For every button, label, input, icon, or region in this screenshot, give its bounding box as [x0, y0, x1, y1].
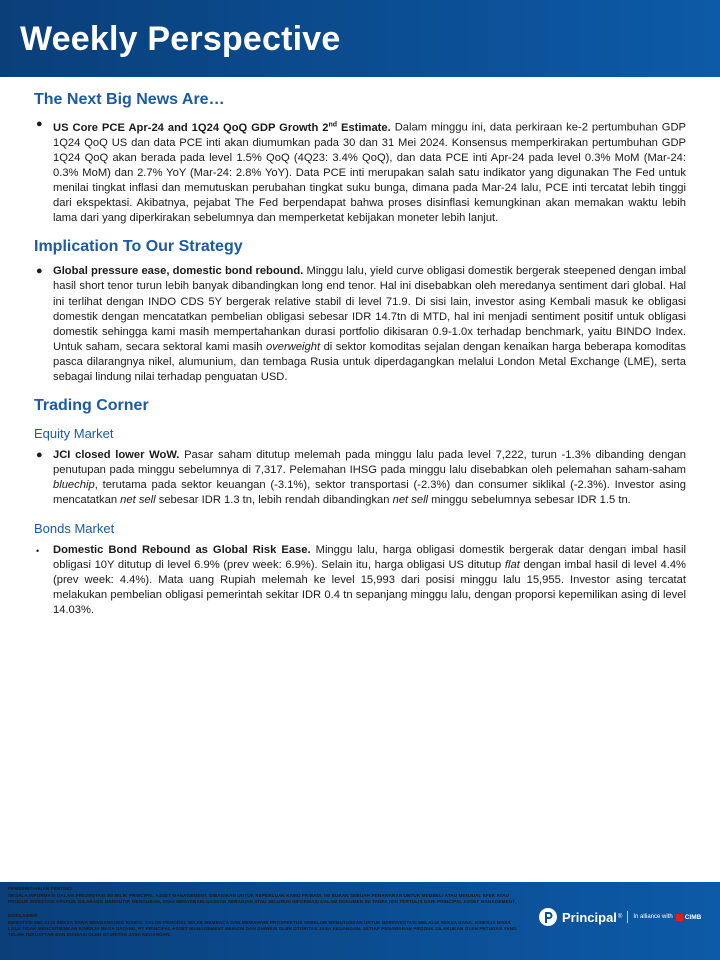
brand-name: Principal — [562, 909, 617, 925]
bullet-dot-icon: ● — [36, 449, 43, 462]
equity-body-2: , terutama pada sektor keuangan (-3.1%), sektor transportasi (-2.3%) dan consumer siklikal (-2.3%). Investor asing mencatatkan — [53, 479, 686, 507]
strategy-bullet-italic: overweight — [265, 340, 321, 353]
header-banner — [0, 0, 720, 77]
equity-italic-2: net sell — [120, 494, 156, 507]
strategy-bullet-body-2: di sektor komoditas sejalan dengan kenaikan harga beberapa komoditas pasca dilarangnya nikel, alumunium, dan tembaga Rusia untuk diperdagangkan melalui London Metal Exchange (LME), serta sebagai lindung nilai terhadap penguatan USD. — [53, 340, 686, 384]
equity-italic-1: bluechip — [53, 479, 95, 492]
section-title-trading: Trading Corner — [34, 397, 149, 415]
news-bullet — [34, 117, 686, 226]
equity-market-title: Equity Market — [34, 426, 114, 442]
equity-bullet — [34, 448, 686, 508]
disclaimer-body: INVESTASI MELALUI REKSA DANA MENGANDUNG RISIKO. CALON PEMODAL WAJIB MEMBACA DAN MEMAHAMI PROSPEKTUS SEBELUM MEMUTUSKAN UNTUK BERINVESTASI MELALUI REKSA DANA. KINERJA MASA LALU TIDAK MENCERMINKAN KINERJA MASA DATANG. PT PRINCIPAL ASSET MANAGEMENT BERIZIN DAN DIAWASI OLEH OTORITAS JASA KEUANGAN. SETIAP PENAWARAN PRODUK DILAKUKAN OLEH PETUGAS YANG TELAH TERDAFTAR DAN DIAWASI OLEH OTORITAS JASA KEUANGAN. — [8, 920, 517, 938]
news-bullet-lead-end: Estimate. — [337, 121, 391, 134]
notice-title: PEMBERITAHUAN PENTING — [8, 886, 72, 891]
bonds-body-2: dengan imbal hasil di level 4.4% (prev week: 4.4%). Mata uang Rupiah melemah ke level 15,993 dari posisi minggu lalu 15,955. Investor asing tercatat melakukan pembelian obligasi pemerintah sekitar IDR 0.4 tn sepanjang minggu lalu, dengan proporsi kepemilikan asing di level 14.03%. — [53, 558, 686, 616]
strategy-bullet-lead: Global pressure ease, domestic bond rebound. — [53, 265, 304, 278]
principal-brand — [538, 905, 701, 929]
principal-logo-icon — [538, 907, 558, 927]
bullet-dot-icon: • — [36, 545, 40, 556]
bonds-italic-1: flat — [504, 558, 520, 571]
bullet-dot-icon: ● — [36, 118, 43, 130]
bonds-body-1: Minggu lalu, harga obligasi domestik bergerak datar dengan imbal hasil obligasi 10Y ditutup di level 6.9% (prev week: 6.9%). Selain itu, harga obligasi US ditutup — [53, 543, 686, 571]
news-bullet-lead-sup: nd — [328, 121, 338, 128]
equity-italic-3: net sell — [392, 494, 429, 507]
section-title-news: The Next Big News Are… — [34, 91, 225, 108]
bonds-bullet — [34, 543, 686, 618]
equity-body-3: sebesar IDR 1.3 tn, lebih rendah dibandingkan — [155, 494, 393, 507]
brand-registered: ® — [617, 914, 623, 920]
cimb-logo-icon — [676, 914, 683, 921]
brand-divider — [627, 911, 628, 923]
main-content — [34, 91, 686, 627]
equity-body-4: minggu sebelumnya sebesar IDR 1.5 tn. — [428, 494, 631, 507]
page-title: Weekly Perspective — [20, 20, 341, 58]
strategy-bullet — [34, 264, 686, 385]
disclaimer-title: DISCLAIMER — [8, 913, 38, 918]
cimb-name: CIMB — [684, 913, 702, 921]
strategy-bullet-body-1: Minggu lalu, yield curve obligasi domestik bergerak steepened dengan imbal hasil short tenor turun lebih banyak dibandingkan long end tenor. Hal ini disebabkan oleh meredanya sentiment dari global. Hal ini terlihat dengan INDO CDS 5Y bergerak relative stabil di level 71.9. Di sisi lain, investor asing Kembali masuk ke obligasi domestik dengan mencatatkan pembelian obligasi sebesar IDR 14.7tn di MTD, hal ini menjadi sentiment positif untuk obligasi domestik sehingga kami masih mempertahankan durasi portfolio dikisaran 0.9-1.0x terhadap benchmark, yaitu BINDO Index. Untuk saham, secara sektoral kami masih — [53, 265, 686, 353]
notice-body: SEGALA INFORMASI DALAM PRESENTASI INI MILIK PRINCIPAL ASSET MANAGEMENT, DIBAGIKAN UNTUK KEPERLUAN KAMU PRIBADI. INI BUKAN SEBUAH PENAWARAN UNTUK MEMBELI ATAU MENJUAL EFEK ATAU PRODUK INVESTASI APAPUN. DILARANG MENGUTIP, MENGUBAH, ATAU MENYEBARLUASKAN SEBAGIAN ATAU SELURUH INFORMASI DALAM DOKUMEN INI TANPA IZIN TERTULIS DARI PRINCIPAL ASSET MANAGEMENT. — [8, 893, 516, 905]
equity-bullet-lead: JCI closed lower WoW. — [53, 449, 180, 462]
news-bullet-body: Dalam minggu ini, data perkiraan ke-2 pertumbuhan GDP 1Q24 QoQ US dan data PCE inti akan diumumkan pada 30 dan 31 Mei 2024. Konsensus memperkirakan pertumbuhan GDP 1Q24 QoQ akan berada pada level 1.5% QoQ (4Q23: 3.4% QoQ), dan data PCE inti Apr-24 pada level 0.3% MoM (Mar-24: 0.3% MoM) dan 2.7% YoY (Mar-24: 2.8% YoY). Data PCE inti merupakan salah satu indikator yang digunakan The Fed untuk menilai tingkat inflasi dan memutuskan perubahan tingkat suku bunga, dimana pada Mar-24 lalu, PCE inti tercatat lebih tinggi dari ekspektasi. Akibatnya, pejabat The Fed berpendapat bahwa proses disinflasi kemungkinan akan memakan waktu lebih lama dari yang diperkirakan sebelumnya dan memperketat kebijakan moneter lebih lanjut. — [53, 121, 687, 225]
bullet-dot-icon: ● — [36, 265, 43, 278]
bonds-bullet-lead: Domestic Bond Rebound as Global Risk Ease. — [53, 543, 311, 556]
bonds-market-title: Bonds Market — [34, 520, 115, 536]
equity-body-1: Pasar saham ditutup melemah pada minggu lalu pada level 7,222, turun -1.3% dibanding dengan penutupan pada minggu sebelumnya di 7,317. Pelemahan IHSG pada minggu lalu disebabkan oleh pelemahan saham-saham — [53, 449, 687, 477]
alliance-text: In alliance with — [633, 914, 673, 920]
section-title-strategy: Implication To Our Strategy — [34, 238, 243, 256]
news-bullet-lead: US Core PCE Apr-24 and 1Q24 QoQ GDP Growth 2 — [53, 121, 329, 134]
